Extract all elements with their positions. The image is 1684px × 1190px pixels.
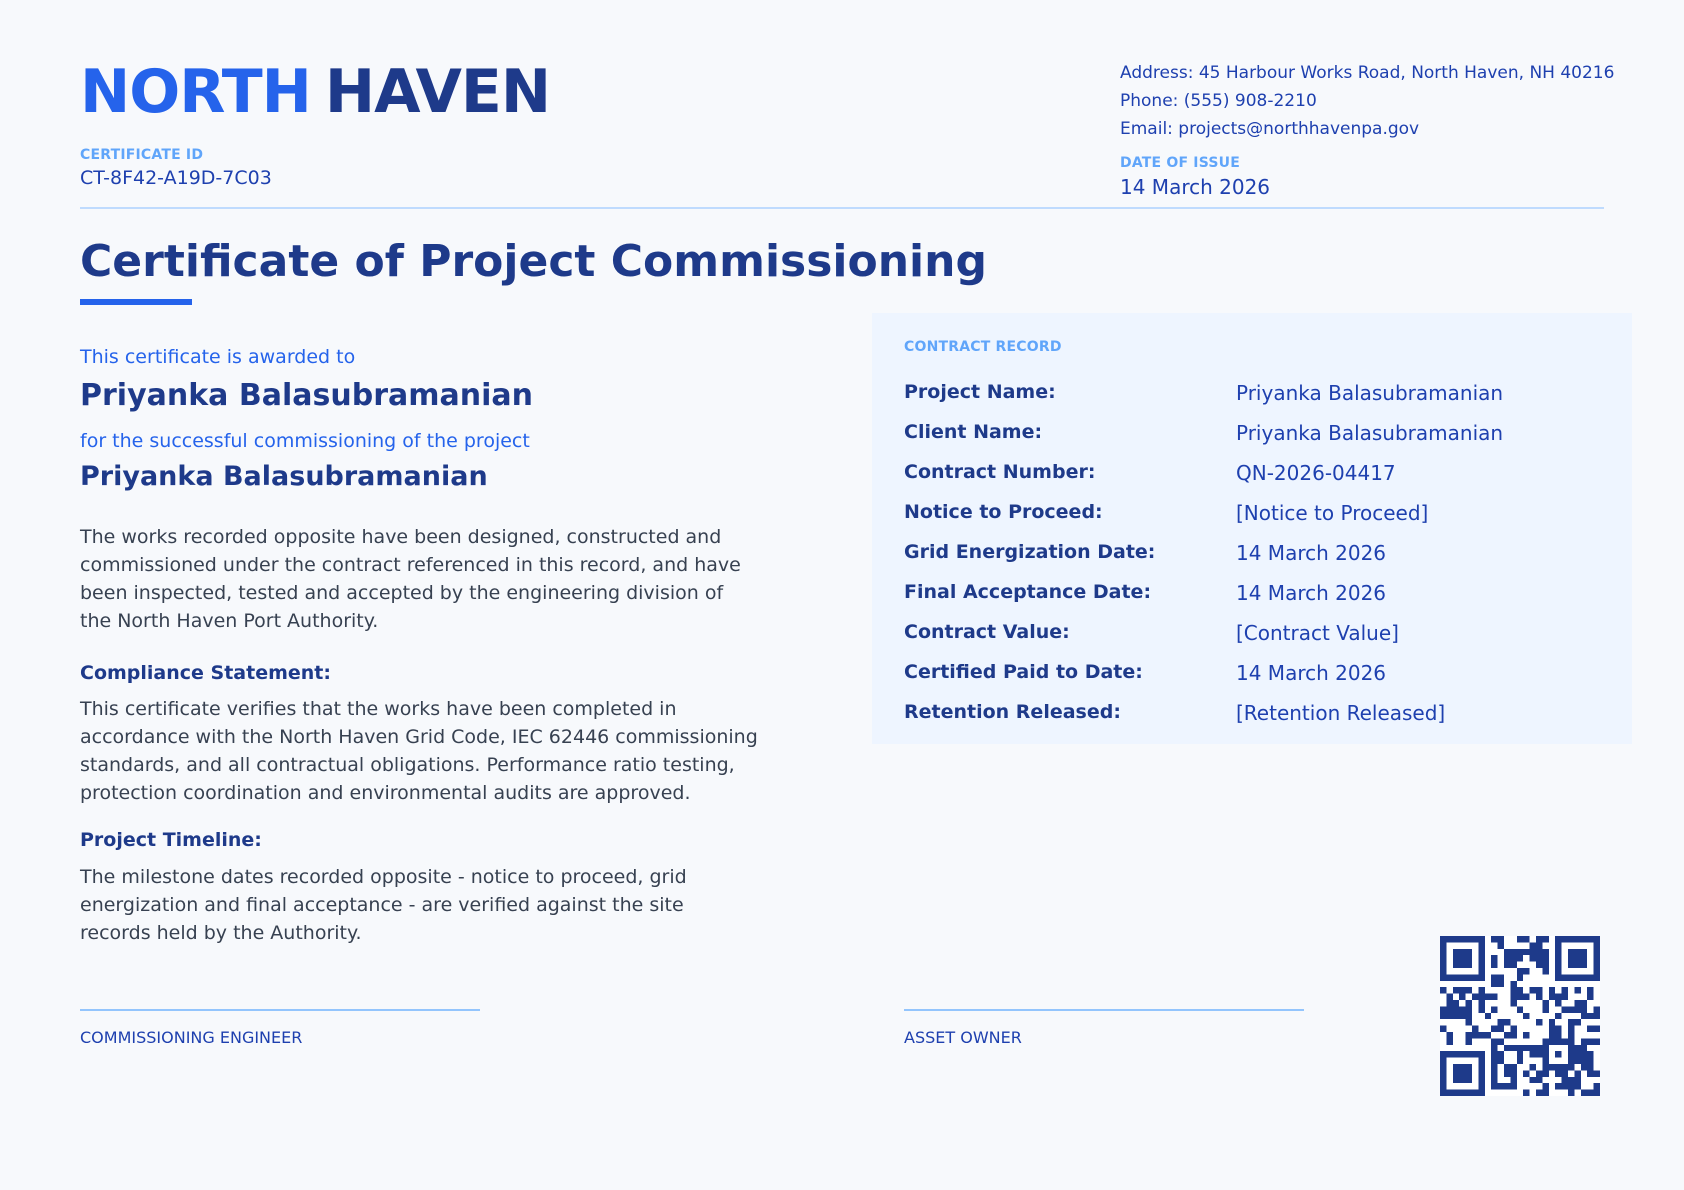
logo-word-north: NORTH	[80, 57, 311, 127]
header-divider	[80, 207, 1604, 209]
record-value: 14 March 2026	[1236, 541, 1387, 565]
date-of-issue-value: 14 March 2026	[1120, 175, 1271, 199]
certificate-id-label: CERTIFICATE ID	[80, 147, 204, 163]
contact-block	[1120, 62, 1614, 146]
record-row	[904, 661, 1604, 693]
record-value: [Retention Released]	[1236, 701, 1446, 725]
body-paragraph: The works recorded opposite have been designed, constructed and commissioned under the contract referenced in this record, and have been inspected, tested and accepted by the engineering division of the North Haven Port Authority.	[80, 526, 741, 632]
engineer-signature-line	[80, 1009, 480, 1011]
record-key: Grid Energization Date:	[904, 541, 1156, 563]
record-value: 14 March 2026	[1236, 581, 1387, 605]
record-value: [Contract Value]	[1236, 621, 1399, 645]
record-value: Priyanka Balasubramanian	[1236, 421, 1504, 445]
project-name: Priyanka Balasubramanian	[80, 461, 488, 492]
record-key: Client Name:	[904, 421, 1043, 443]
record-key: Retention Released:	[904, 701, 1121, 723]
date-of-issue-label: DATE OF ISSUE	[1120, 155, 1240, 171]
record-key: Final Acceptance Date:	[904, 581, 1152, 603]
record-key: Contract Value:	[904, 621, 1070, 643]
record-value: QN-2026-04417	[1236, 461, 1396, 485]
record-row	[904, 701, 1604, 733]
owner-signature-label: ASSET OWNER	[904, 1028, 1022, 1047]
timeline-heading: Project Timeline:	[80, 829, 262, 851]
timeline-text: The milestone dates recorded opposite - notice to proceed, grid energization and final acceptance - are verified against the site records held by the Authority.	[80, 866, 687, 944]
compliance-heading: Compliance Statement:	[80, 662, 331, 684]
record-row	[904, 541, 1604, 573]
record-row	[904, 381, 1604, 413]
record-value: Priyanka Balasubramanian	[1236, 381, 1504, 405]
page-title: Certificate of Project Commissioning	[80, 236, 987, 287]
owner-signature-line	[904, 1009, 1304, 1011]
record-value: [Notice to Proceed]	[1236, 501, 1429, 525]
awardee-name: Priyanka Balasubramanian	[80, 378, 533, 413]
record-row	[904, 621, 1604, 653]
record-key: Notice to Proceed:	[904, 501, 1103, 523]
certificate-id-value: CT-8F42-A19D-7C03	[80, 167, 272, 189]
qr-code-icon	[1440, 936, 1600, 1096]
address-text: Address: 45 Harbour Works Road, North Haven, NH 40216	[1120, 63, 1615, 83]
record-row	[904, 501, 1604, 533]
engineer-signature-label: COMMISSIONING ENGINEER	[80, 1028, 303, 1047]
logo-word-haven: HAVEN	[324, 57, 551, 127]
record-key: Contract Number:	[904, 461, 1096, 483]
record-key: Certified Paid to Date:	[904, 661, 1143, 683]
record-row	[904, 461, 1604, 493]
record-row	[904, 581, 1604, 613]
phone-text: Phone: (555) 908-2210	[1120, 91, 1317, 111]
project-intro: for the successful commissioning of the project	[80, 430, 530, 452]
email-text: Email: projects@northhavenpa.gov	[1120, 119, 1420, 139]
logo	[80, 57, 551, 127]
title-underline	[80, 299, 192, 305]
contract-record-title: CONTRACT RECORD	[904, 339, 1062, 355]
record-row	[904, 421, 1604, 453]
record-key: Project Name:	[904, 381, 1056, 403]
contract-record-panel	[872, 313, 1632, 744]
record-value: 14 March 2026	[1236, 661, 1387, 685]
awarded-intro: This certificate is awarded to	[80, 346, 356, 368]
compliance-text: This certificate verifies that the works have been completed in accordance with the North Haven Grid Code, IEC 62446 commissioning standards, and all contractual obligations. Performance ratio testing, protection coordination and environmental audits are approved.	[80, 698, 758, 804]
